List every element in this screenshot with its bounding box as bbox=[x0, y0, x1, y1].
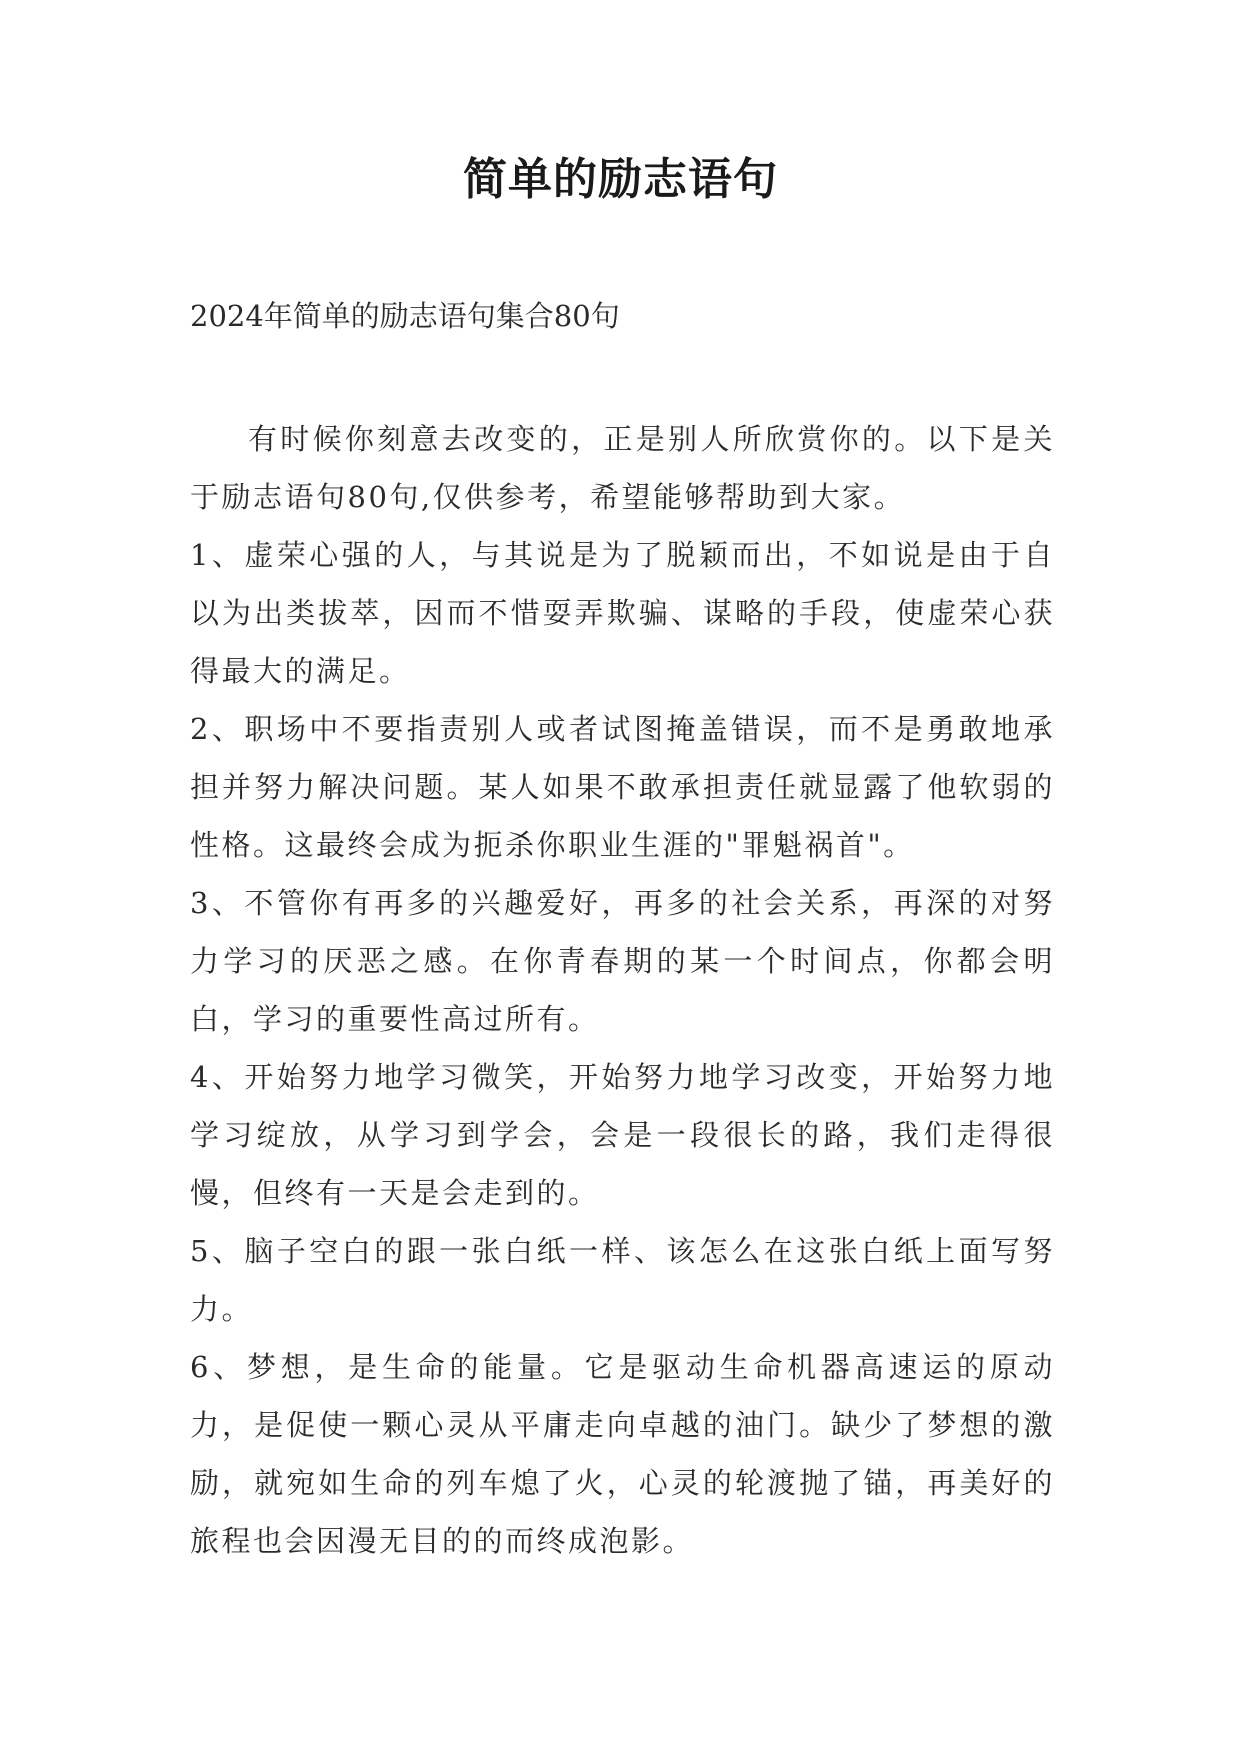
document-title: 简单的励志语句 bbox=[463, 154, 778, 205]
quote-paragraph-2: 2、职场中不要指责别人或者试图掩盖错误，而不是勇敢地承担并努力解决问题。某人如果不敢承担责任就显露了他软弱的性格。这最终会成为扼杀你职业生涯的"罪魁祸首"。 bbox=[190, 712, 1055, 862]
quote-paragraph-3: 3、不管你有再多的兴趣爱好，再多的社会关系，再深的对努力学习的厌恶之感。在你青春期的某一个时间点，你都会明白，学习的重要性高过所有。 bbox=[190, 886, 1055, 1036]
quote-paragraph-1: 1、虚荣心强的人，与其说是为了脱颖而出，不如说是由于自以为出类拔萃，因而不惜耍弄欺骗、谋略的手段，使虚荣心获得最大的满足。 bbox=[190, 538, 1055, 688]
quote-paragraph-4: 4、开始努力地学习微笑，开始努力地学习改变，开始努力地学习绽放，从学习到学会，会是一段很长的路，我们走得很慢，但终有一天是会走到的。 bbox=[190, 1060, 1055, 1210]
document-subtitle: 2024年简单的励志语句集合80句 bbox=[190, 299, 620, 333]
quote-paragraph-5: 5、脑子空白的跟一张白纸一样、该怎么在这张白纸上面写努力。 bbox=[190, 1234, 1055, 1326]
document-body bbox=[190, 410, 1055, 1570]
quote-paragraph-6: 6、梦想，是生命的能量。它是驱动生命机器高速运的原动力，是促使一颗心灵从平庸走向卓越的油门。缺少了梦想的激励，就宛如生命的列车熄了火，心灵的轮渡抛了锚，再美好的旅程也会因漫无目的的而终成泡影。 bbox=[190, 1350, 1055, 1558]
intro-paragraph: 有时候你刻意去改变的，正是别人所欣赏你的。以下是关于励志语句80句,仅供参考，希望能够帮助到大家。 bbox=[190, 422, 1055, 514]
